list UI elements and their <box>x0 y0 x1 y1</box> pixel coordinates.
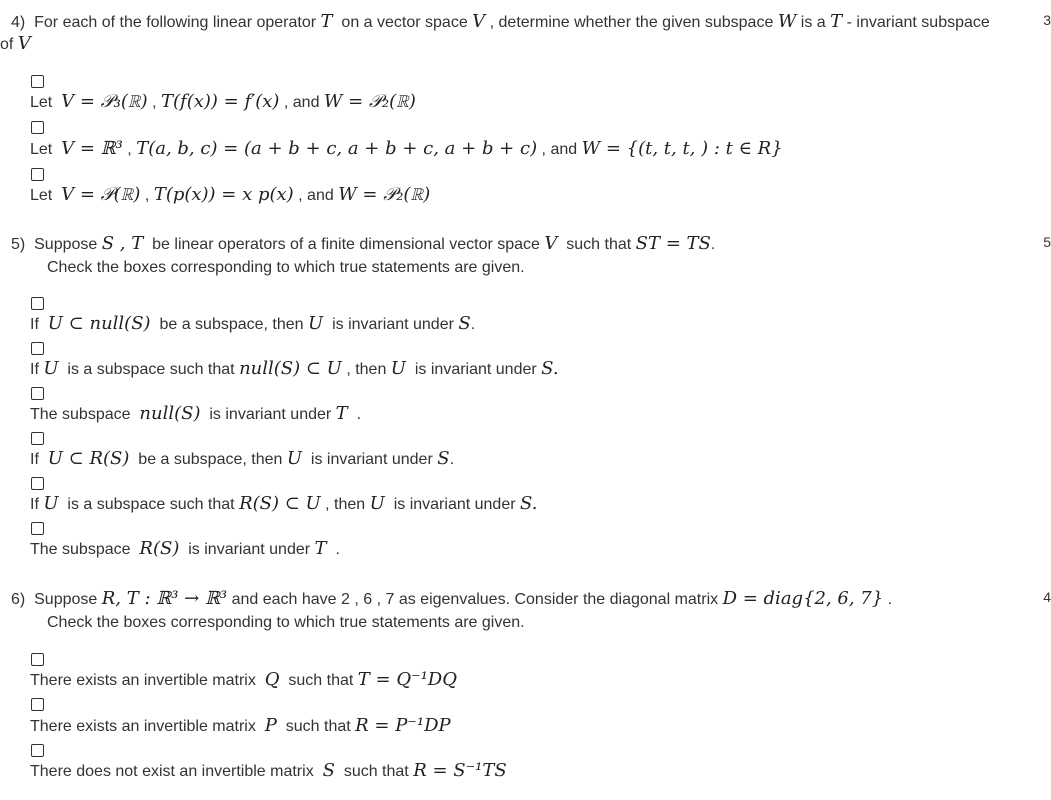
q5-option-4: If U ⊂ R(S) be a subspace, then U is invariant under S. <box>30 448 455 469</box>
q5-option-1: If U ⊂ null(S) be a subspace, then U is invariant under S. <box>30 313 476 334</box>
q4-option-1: Let V = 𝒫₃(ℝ) , T(f(x)) = f′(x) , and W = 𝒫₂(ℝ) <box>30 91 416 112</box>
q5-option-3: The subspace null(S) is invariant under T . <box>30 403 362 424</box>
q6-option-1-checkbox[interactable] <box>31 653 44 666</box>
q5-number: 5) <box>11 236 26 253</box>
q5-instruction: Check the boxes corresponding to which true statements are given. <box>47 259 525 276</box>
q6-option-1: There exists an invertible matrix Q such that T = Q⁻¹DQ <box>30 669 457 690</box>
q6-option-2: There exists an invertible matrix P such that R = P⁻¹DP <box>30 715 451 736</box>
q4-option-2-checkbox[interactable] <box>31 121 44 134</box>
q5-prompt: 5) Suppose S , T be linear operators of a finite dimensional vector space V such that ST = TS. <box>11 233 716 254</box>
q6-option-2-checkbox[interactable] <box>31 698 44 711</box>
q5-option-2-checkbox[interactable] <box>31 342 44 355</box>
q4-edge-mark: 3 <box>1043 12 1051 28</box>
q6-instruction: Check the boxes corresponding to which true statements are given. <box>47 614 525 631</box>
q4-option-3-checkbox[interactable] <box>31 168 44 181</box>
q4-prompt: 4) For each of the following linear operator T on a vector space V , determine whether the given subspace W is a T - invariant subspace <box>11 11 990 32</box>
q4-option-3: Let V = 𝒫(ℝ) , T(p(x)) = x p(x) , and W = 𝒫₂(ℝ) <box>30 184 431 205</box>
q5-option-3-checkbox[interactable] <box>31 387 44 400</box>
q5-option-1-checkbox[interactable] <box>31 297 44 310</box>
q5-option-5-checkbox[interactable] <box>31 477 44 490</box>
q5-option-5: If U is a subspace such that R(S) ⊂ U , then U is invariant under S. <box>30 493 538 514</box>
q5-option-2: If U is a subspace such that null(S) ⊂ U , then U is invariant under S. <box>30 358 559 379</box>
q4-option-1-checkbox[interactable] <box>31 75 44 88</box>
q5-option-6: The subspace R(S) is invariant under T . <box>30 538 340 559</box>
q6-edge-mark: 4 <box>1043 589 1051 605</box>
q6-option-3-checkbox[interactable] <box>31 744 44 757</box>
q5-edge-mark: 5 <box>1043 234 1051 250</box>
q4-option-2: Let V = ℝ³ , T(a, b, c) = (a + b + c, a + b + c, a + b + c) , and W = {(t, t, t, ) : t ∈ R} <box>30 138 783 159</box>
q5-option-4-checkbox[interactable] <box>31 432 44 445</box>
q6-number: 6) <box>11 591 26 608</box>
q6-prompt: 6) Suppose R, T : ℝ³ → ℝ³ and each have 2 , 6 , 7 as eigenvalues. Consider the diagonal matrix D = diag{2, 6, 7} . <box>11 588 893 609</box>
q4-prompt-cont: of V <box>0 33 31 54</box>
q5-option-6-checkbox[interactable] <box>31 522 44 535</box>
q6-option-3: There does not exist an invertible matrix S such that R = S⁻¹TS <box>30 760 507 781</box>
q4-number: 4) <box>11 14 26 31</box>
